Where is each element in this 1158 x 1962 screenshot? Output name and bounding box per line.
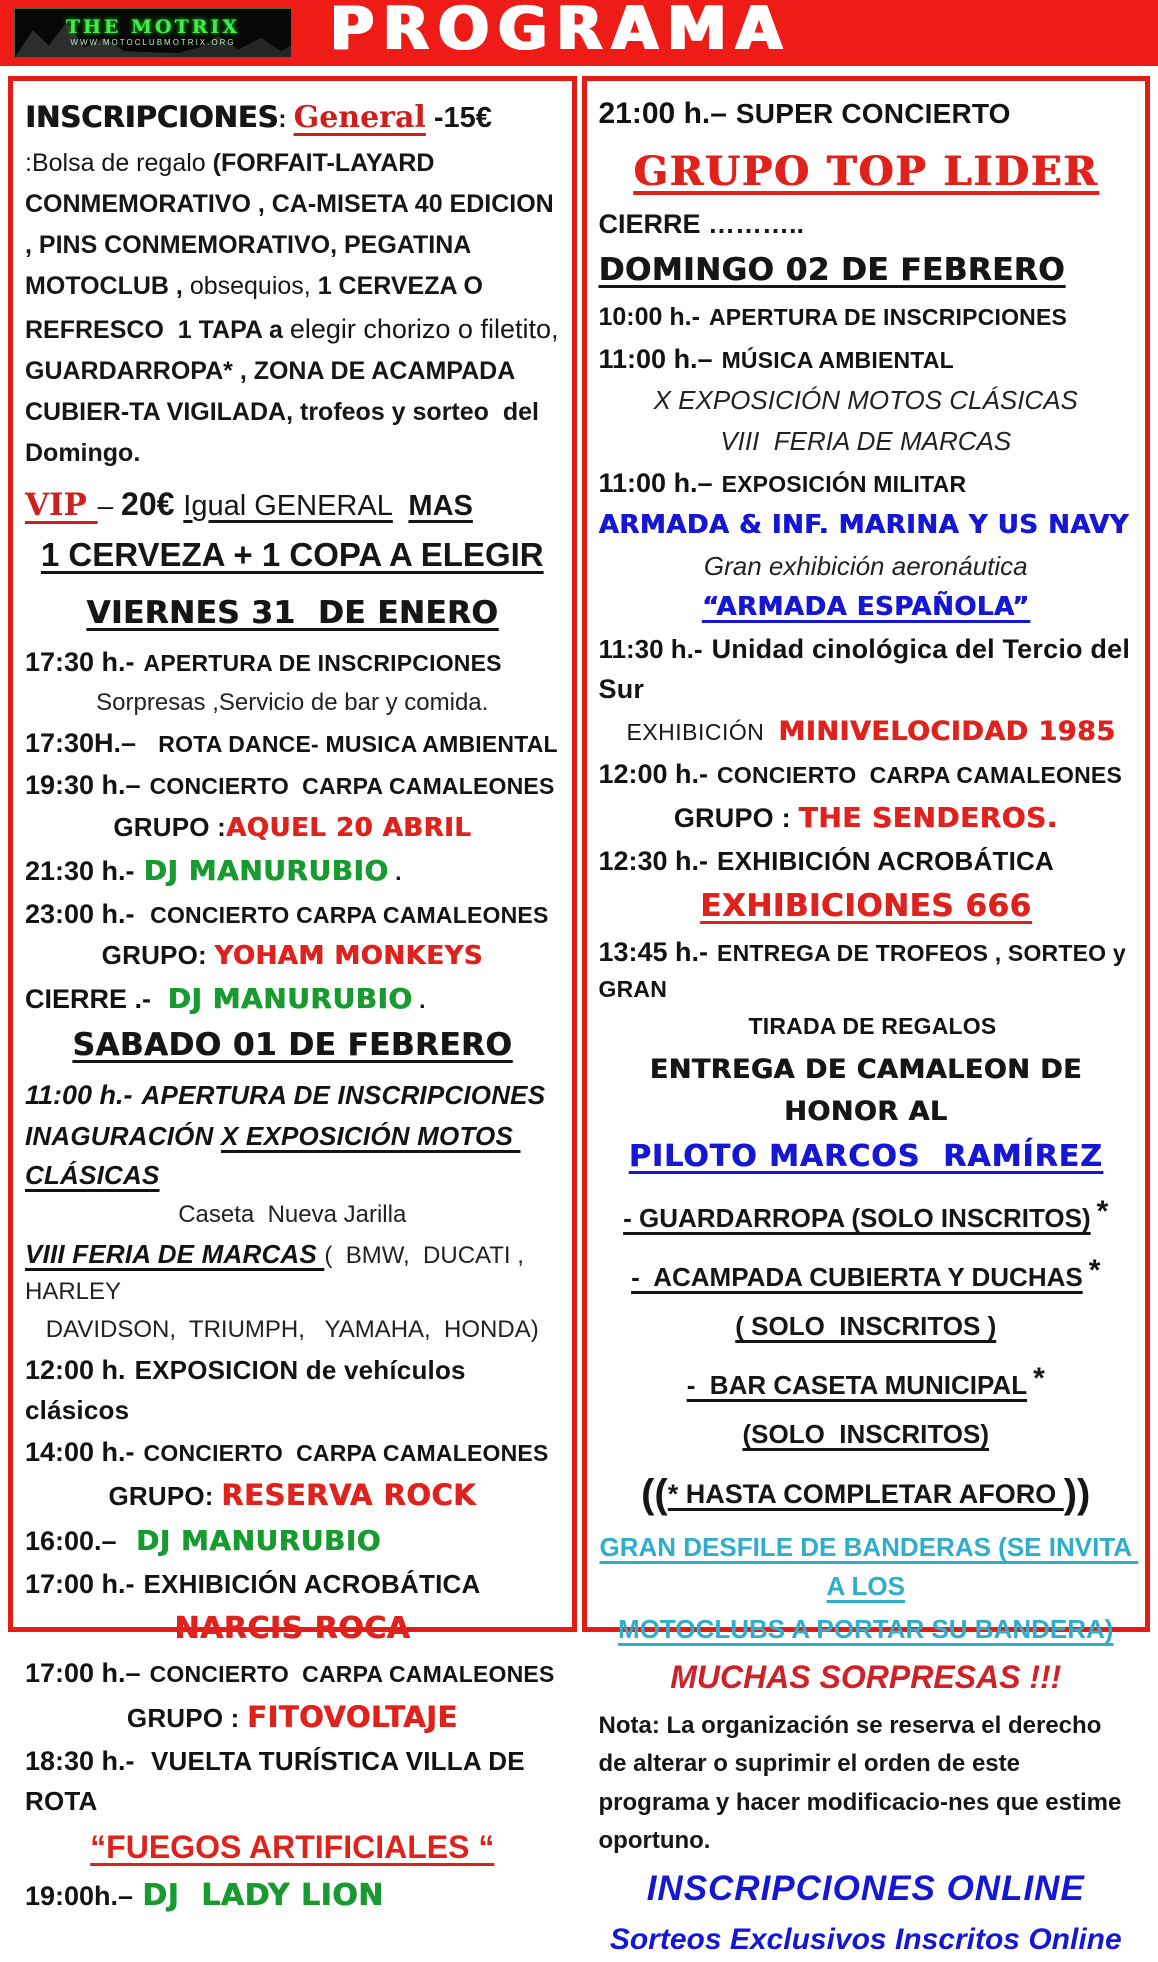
event-text: ENTREGA DE TROFEOS , SORTEO y GRAN [598,939,1133,1002]
online-raffle-text: Sorteos Exclusivos Inscritos Online [609,1923,1122,1957]
event-text: CONCIERTO CARPA CAMALEONES [143,1439,549,1466]
event-time: 11:00 h.– [598,468,713,498]
event-line [598,629,1138,710]
page-title: PROGRAMA [329,0,792,64]
dot: . [388,858,402,885]
event-time: 11:00 h.– [598,343,713,374]
service-text: - GUARDARROPA (SOLO INSCRITOS) [623,1203,1091,1233]
brands-text: DAVIDSON, TRIUMPH, YAMAHA, HONDA) [45,1316,539,1344]
event-line [25,1653,560,1694]
inscriptions-colon: : [278,105,294,133]
armada-espanola-text: “ARMADA ESPAÑOLA” [701,591,1030,622]
capacity-text: * HASTA COMPLETAR AFORO [667,1479,1064,1509]
event-subtext: Sorpresas ,Servicio de bar y comida. [96,688,489,716]
exhibition-label: EXHIBICIÓN [626,718,779,745]
pilot-line [599,1134,1134,1179]
event-time: 17:30 h.- [25,647,135,678]
inscriptions-text: :Bolsa de regalo [25,148,213,177]
flag-parade-line [599,1528,1139,1606]
asterisk: * [1033,1362,1045,1395]
event-text: CONCIERTO CARPA CAMALEONES [149,773,555,800]
content [8,76,1150,1957]
exhibition-name: MINIVELOCIDAD 1985 [778,715,1116,747]
flag-parade-text: GRAN DESFILE DE BANDERAS (SE INVITA A LOS [599,1532,1139,1601]
event-text: APERTURA DE INSCRIPCIONES [143,650,502,677]
group-line [25,936,560,976]
event-line [25,1432,560,1473]
event-time: 11:00 h.- [25,1079,133,1110]
honor-line [599,1049,1134,1132]
event-line [599,841,1134,882]
exhibition-line [599,712,1134,753]
event-time: 21:30 h.- [25,855,135,886]
friday-heading [25,590,560,637]
service-text: - ACAMPADA CUBIERTA Y DUCHAS [631,1262,1083,1292]
event-subline [25,1312,560,1348]
event-line [599,339,1134,380]
event-line [25,1564,560,1605]
event-text: TIRADA DE REGALOS [748,1012,997,1039]
inscriptions-text: elegir chorizo o filetito, [289,313,567,344]
event-line [599,1009,1134,1044]
right-column [582,76,1151,1957]
closing-text: CIERRE ……….. [598,209,805,239]
exhibition-666-text: EXHIBICIONES 666 [700,888,1032,924]
event-line [599,91,1134,136]
inscriptions-paragraph [25,93,567,474]
event-line [25,978,560,1020]
group-line [25,1474,560,1518]
event-time: 10:00 h.- [598,303,700,331]
performer-name: NARCIS ROCA [174,1611,411,1647]
event-text: Unidad cinológica del Tercio del Sur [598,633,1138,704]
group-label: GRUPO: [101,940,215,971]
performer-line [25,1606,560,1651]
dj-name: DJ MANURUBIO [167,982,413,1016]
inscriptions-label: INSCRIPCIONES [25,100,279,134]
open-paren: (( [641,1472,668,1516]
event-text: SUPER CONCIERTO [735,98,1011,129]
armada-espanola-line [599,588,1134,627]
saturday-title: SABADO 01 DE FEBRERO [72,1027,513,1064]
event-text: EXPOSICIÓN MILITAR [721,471,967,497]
capacity-note [599,1464,1134,1524]
event-text: VUELTA TURÍSTICA VILLA DE ROTA [25,1746,533,1816]
sunday-heading [599,247,1134,294]
event-text: EXHIBICIÓN ACROBÁTICA [717,845,1054,876]
event-text: INAGURACIÓN [25,1121,221,1152]
inscriptions-text: GUARDARROPA* , ZONA DE ACAMPADA CUBIER-TA VIGILADA, [25,356,522,426]
event-line [25,723,560,764]
vip-mas-text: MAS [408,489,473,522]
headliner-name: GRUPO TOP LIDER [633,148,1099,195]
close-paren: )) [1063,1472,1091,1516]
event-text: EXPOSICION de vehículos clásicos [25,1355,474,1425]
inscriptions-text: obsequios, [189,271,318,300]
event-text: EXHIBICIÓN ACROBÁTICA [143,1568,481,1599]
honor-text: ENTREGA DE CAMALEON DE HONOR AL [649,1054,1092,1127]
group-line [25,1696,560,1740]
group-line [599,797,1134,839]
event-line [25,1075,560,1116]
sunday-title: DOMINGO 02 DE FEBRERO [598,251,1065,288]
event-subline [25,1197,560,1233]
service-note [599,1189,1134,1238]
pilot-name: PILOTO MARCOS RAMÍREZ [628,1139,1103,1174]
feria-title: VIII FERIA DE MARCAS [25,1239,325,1270]
venue-text: Caseta Nueva Jarilla [178,1201,407,1229]
surprises-text: MUCHAS SORPRESAS !!! [670,1659,1062,1695]
general-price-value: -15€ [425,102,500,134]
group-name: THE SENDEROS. [798,800,1058,834]
flag-parade-text: MOTOCLUBS A PORTAR SU BANDERA) [618,1614,1114,1644]
event-line [599,932,1134,1007]
event-line [25,1117,560,1195]
event-time: 23:00 h.- [25,898,135,929]
service-note [599,1307,1134,1346]
event-text: APERTURA DE INSCRIPCIONES [708,304,1068,330]
event-line [599,299,1134,337]
event-text: APERTURA DE INSCRIPCIONES [141,1079,546,1110]
event-text: MÚSICA AMBIENTAL [721,346,954,373]
inscriptions-text: (FORFAIT-LAYARD CONMEMORATIVO , CA-MISETA 40 EDICION , PINS CONMEMORATIVO, PEGATINA MOTOCLUB , [25,148,561,300]
vip-price-value: 20€ [121,485,184,522]
feria-title: VIII FERIA DE MARCAS [720,426,1012,456]
event-time: 14:00 h.- [25,1436,135,1467]
group-label: GRUPO : [673,802,799,833]
friday-title: VIERNES 31 DE ENERO [86,594,499,631]
logo-title: THE MOTRIX [65,16,241,38]
dj-name: DJ MANURUBIO [125,1523,381,1557]
event-time: 17:00 h.– [25,1658,141,1689]
asterisk: * [1088,1254,1101,1287]
surprises-line [599,1653,1134,1701]
online-raffle-line [599,1917,1134,1962]
dj-name: DJ LADY LION [142,1877,384,1913]
closing-label: CIERRE .- [25,984,159,1015]
event-time: 12:00 h. [25,1355,126,1386]
event-line [25,1350,560,1430]
vip-label: VIP [25,486,98,523]
headliner-line [599,142,1134,202]
inscriptions-text: 1 CERVEZA O REFRESCO 1 TAPA a [25,271,490,344]
event-subline [25,685,560,721]
event-line [25,850,560,892]
event-time: 21:00 h.– [598,97,727,130]
event-time: 19:00h.– [25,1880,134,1911]
event-time: 19:30 h.– [25,770,141,801]
group-line [25,808,560,848]
group-label: GRUPO: [108,1481,222,1512]
service-text: - BAR CASETA MUNICIPAL [686,1370,1028,1400]
saturday-heading [25,1022,560,1069]
closing-line [599,204,1134,245]
event-time: 12:30 h.- [598,845,709,876]
fireworks-line [25,1823,560,1871]
event-line [25,1741,560,1821]
event-line [25,1520,560,1562]
dot: . [412,987,426,1014]
event-text: CONCIERTO CARPA CAMALEONES [143,901,549,928]
feria-subline [599,422,1134,461]
group-name: YOHAM MONKEYS [214,941,483,972]
group-label: GRUPO : [113,811,226,842]
event-line [599,463,1134,504]
event-time: 17:30H.– [25,727,137,758]
event-time: 17:00 h.- [25,1568,135,1599]
vip-combo-line [25,530,560,580]
service-note [599,1415,1134,1454]
event-time: 11:30 h.- [598,633,703,664]
disclaimer-note: Nota: La organización se reserva el derecho de alterar o suprimir el orden de este programa y hacer modificacio-nes que estime oportuno. [598,1712,1129,1855]
combo-text: 1 CERVEZA + 1 COPA A ELEGIR [40,536,544,574]
service-text: (SOLO INSCRITOS) [742,1419,990,1449]
vip-igual-text: Igual GENERAL [183,489,393,522]
event-line [25,894,560,935]
online-registration-text: INSCRIPCIONES ONLINE [646,1868,1085,1908]
event-line [599,754,1134,795]
vip-price-line [25,480,560,529]
group-name: FITOVOLTAJE [246,1699,458,1734]
service-text: ( SOLO INSCRITOS ) [735,1311,997,1341]
brands-text: ( BMW, DUCATI , HARLEY [25,1242,544,1306]
expo-title: X EXPOSICIÓN MOTOS CLÁSICAS [653,385,1078,415]
online-registration-line [599,1863,1134,1916]
inscriptions-text: trofeos y sorteo del Domingo. [25,397,546,467]
group-name: AQUEL 20 ABRIL [225,812,472,843]
event-text: CONCIERTO CARPA CAMALEONES [149,1661,555,1688]
flag-parade-line [599,1610,1134,1649]
expo-title: X EXPOSICIÓN MOTOS CLÁSICAS [25,1121,521,1191]
left-column [8,76,577,1913]
group-label: GRUPO : [126,1702,247,1733]
general-price-label: General [293,100,426,135]
event-line [25,642,560,683]
dj-name: DJ MANURUBIO [143,853,389,887]
event-line [25,1235,560,1310]
group-name: RESERVA ROCK [221,1478,477,1513]
expo-subline [599,381,1134,420]
event-time: 18:30 h.- [25,1746,135,1777]
event-line [25,765,560,806]
motoclub-logo [14,8,292,58]
event-time: 13:45 h.- [598,936,709,967]
event-text: ROTA DANCE- MUSICA AMBIENTAL [145,730,558,757]
event-time: 16:00.– [25,1525,117,1556]
dash: – [97,489,122,521]
event-time: 12:00 h.- [598,759,709,789]
fireworks-text: “FUEGOS ARTIFICIALES “ [90,1828,495,1865]
service-note [599,1248,1134,1297]
military-line [599,506,1134,545]
air-show-line [599,547,1134,586]
air-show-text: Gran exhibición aeronáutica [703,550,1028,581]
asterisk: * [1096,1195,1109,1228]
service-note [599,1356,1134,1405]
logo-url: WWW.MOTOCLUBMOTRIX.ORG [70,38,236,47]
event-line [25,1873,560,1918]
event-text: CONCIERTO CARPA CAMALEONES [717,762,1122,788]
armada-text: ARMADA & INF. MARINA Y US NAVY [598,509,1129,540]
header-banner [0,0,1158,66]
exhibition-666-line [599,883,1134,930]
